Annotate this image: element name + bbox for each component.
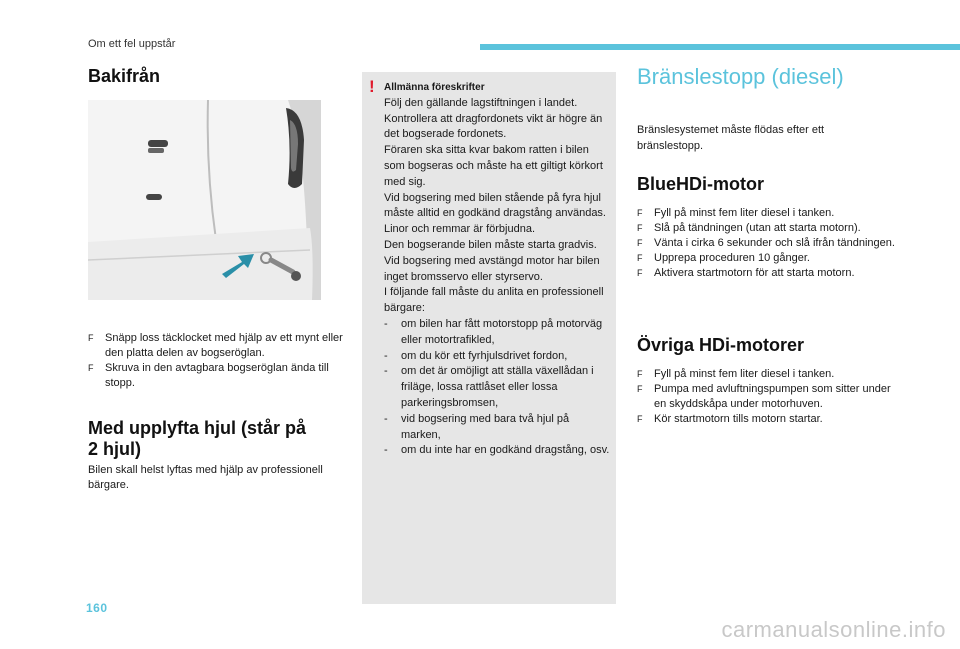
- other-hdi-steps: [637, 367, 899, 427]
- notice-paragraph: Vid bogsering med avstängd motor har bilen inget bromsservo eller styrservo.: [384, 254, 600, 283]
- general-instructions-box: [362, 72, 616, 604]
- list-item: F Kör startmotorn tills motorn startar.: [637, 413, 823, 425]
- bullet-marker-icon: F: [637, 369, 643, 379]
- professional-tow-cases: [384, 317, 610, 459]
- bullet-marker-icon: F: [88, 333, 94, 343]
- bullet-marker-icon: F: [637, 223, 643, 233]
- lifted-wheels-text: Bilen skall helst lyftas med hjälp av professionell bärgare.: [88, 464, 323, 491]
- list-item: - om det är omöjligt att ställa växellådan i friläge, lossa rattlåset eller lossa parkeringsbromsen,: [384, 365, 594, 409]
- list-item: F Upprepa proceduren 10 gånger.: [637, 252, 810, 264]
- notice-paragraph: Följ den gällande lagstiftningen i landet.: [384, 96, 578, 109]
- page-number: 160: [86, 601, 108, 615]
- notice-paragraph: Föraren ska sitta kvar bakom ratten i bilen som bogseras och måste ha ett giltigt körkort med sig.: [384, 144, 603, 188]
- notice-title: Allmänna föreskrifter: [384, 82, 485, 93]
- list-item: F Fyll på minst fem liter diesel i tanken.: [637, 368, 835, 380]
- warning-exclamation-icon: !: [369, 77, 375, 96]
- bullet-marker-icon: F: [88, 363, 94, 373]
- bullet-marker-icon: F: [637, 414, 643, 424]
- list-item: F Slå på tändningen (utan att starta motorn).: [637, 222, 861, 234]
- running-header: Om ett fel uppstår: [88, 38, 176, 50]
- list-item: F Snäpp loss täcklocket med hjälp av ett mynt eller den platta delen av bogseröglan.: [88, 332, 343, 359]
- bullet-marker-icon: F: [637, 208, 643, 218]
- notice-paragraph: Vid bogsering med bilen stående på fyra hjul måste alltid en godkänd dragstång användas. Linor och remmar är förbjudna.: [384, 191, 606, 236]
- bluehdi-steps: [637, 206, 899, 281]
- bakifran-steps: [88, 331, 350, 391]
- list-item: F Fyll på minst fem liter diesel i tanken.: [637, 207, 835, 219]
- fuel-stop-text: Bränslesystemet måste flödas efter ett bränslestopp.: [637, 124, 825, 152]
- notice-paragraph: Den bogserande bilen måste starta gradvis.: [384, 238, 597, 251]
- watermark: carmanualsonline.info: [721, 617, 946, 642]
- list-item: - vid bogsering med bara två hjul på marken,: [384, 412, 570, 441]
- rear-tow-eye-illustration: [88, 100, 321, 300]
- notice-paragraph: Kontrollera att dragfordonets vikt är högre än det bogserade fordonets.: [384, 112, 603, 141]
- section-title-fuel-stop: Bränslestopp (diesel): [637, 64, 844, 89]
- bullet-marker-icon: F: [637, 253, 643, 263]
- section-title-lifted-wheels: Med upplyfta hjul (står på 2 hjul): [88, 418, 307, 459]
- bullet-marker-icon: F: [637, 268, 643, 278]
- list-item: F Pumpa med avluftningspumpen som sitter under en skyddskåpa under motorhuven.: [637, 383, 891, 410]
- section-title-other-hdi: Övriga HDi-motorer: [637, 335, 805, 355]
- list-item: F Vänta i cirka 6 sekunder och slå ifrån tändningen.: [637, 237, 895, 249]
- bullet-marker-icon: F: [637, 384, 643, 394]
- section-title-bakifran: Bakifrån: [88, 66, 161, 86]
- bullet-marker-icon: F: [637, 238, 643, 248]
- section-title-bluehdi: BlueHDi-motor: [637, 174, 764, 194]
- list-item: F Skruva in den avtagbara bogseröglan ända till stopp.: [88, 362, 329, 389]
- list-item: - om bilen har fått motorstopp på motorväg eller motortrafikled,: [384, 317, 603, 346]
- list-item: - om du inte har en godkänd dragstång, osv.: [384, 444, 610, 457]
- notice-paragraph: I följande fall måste du anlita en professionell bärgare:: [384, 286, 604, 315]
- header-accent-bar: [480, 44, 960, 50]
- list-item: F Aktivera startmotorn för att starta motorn.: [637, 267, 855, 279]
- list-item: - om du kör ett fyrhjulsdrivet fordon,: [384, 349, 568, 362]
